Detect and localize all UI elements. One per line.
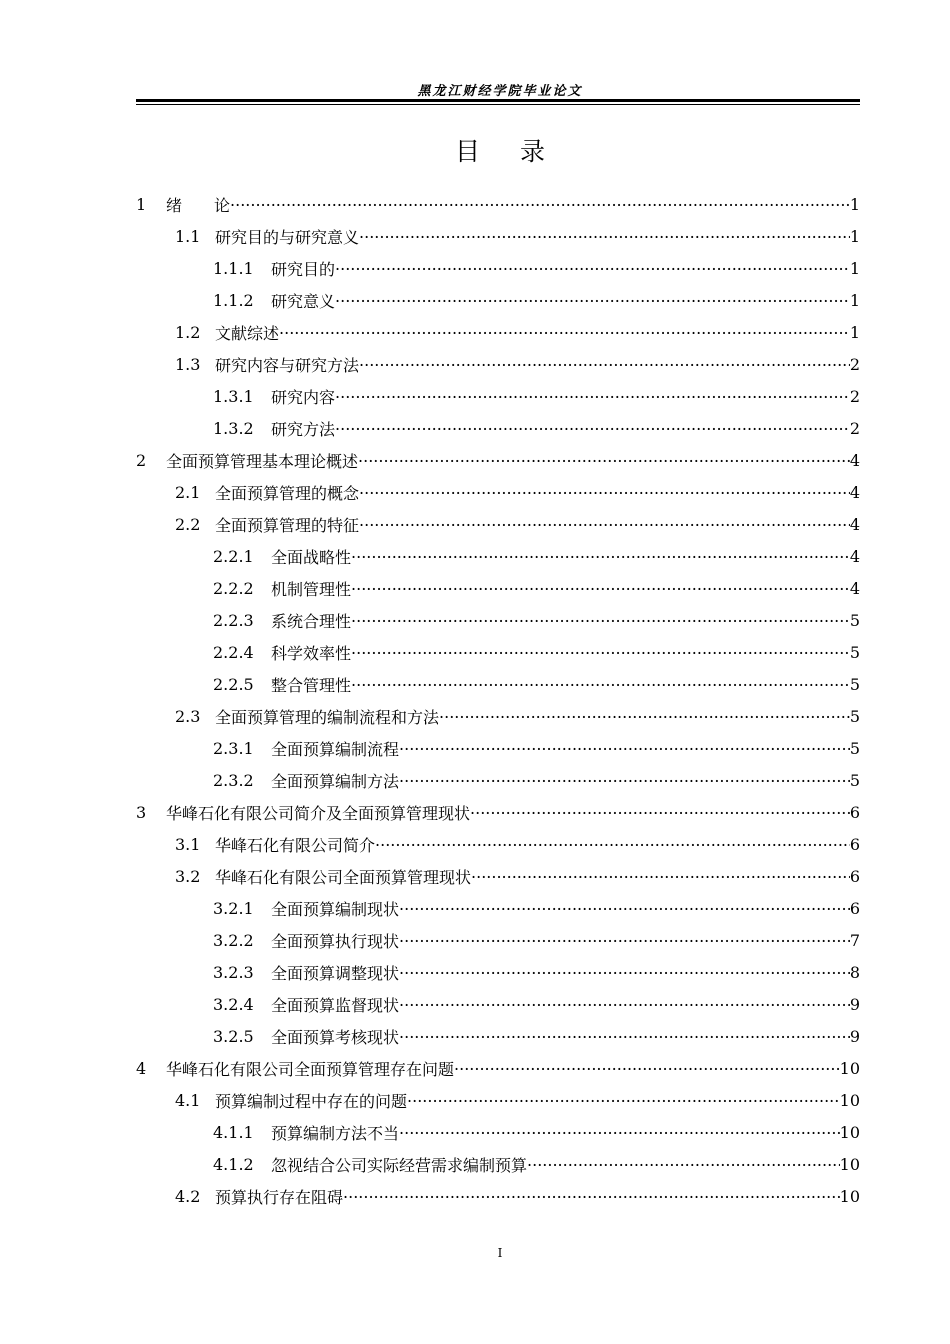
toc-entry[interactable]: [213, 636, 860, 668]
toc-entry-label: 全面预算考核现状: [271, 1027, 400, 1047]
toc-entry[interactable]: [136, 188, 860, 220]
toc-entry-number: 2.2: [175, 514, 201, 534]
toc-entry-page: 2: [849, 386, 860, 406]
toc-entry-number: 3.2: [175, 866, 201, 886]
toc-entry-number: 2.1: [175, 482, 201, 502]
toc-dot-leader: [351, 680, 850, 696]
toc-dot-leader: [351, 584, 850, 600]
toc-entry-number: 3.2.1: [213, 898, 254, 918]
toc-entry-number: 2.2.1: [213, 546, 254, 566]
toc-entry-number: 2.3.2: [213, 770, 254, 790]
toc-entry-page: 2: [849, 418, 860, 438]
toc-entry[interactable]: [213, 1020, 860, 1052]
toc-entry-number: 3.2.5: [213, 1026, 254, 1046]
toc-entry-page: 5: [849, 706, 860, 726]
toc-title-left: 目: [454, 137, 480, 166]
toc-entry-number: 4.1.1: [213, 1122, 254, 1142]
toc-entry-number: 1.3.2: [213, 418, 254, 438]
toc-entry-page: 6: [849, 802, 860, 822]
toc-entry-page: 5: [849, 642, 860, 662]
toc-entry-page: 6: [849, 898, 860, 918]
toc-entry-label: 研究内容: [271, 387, 336, 407]
toc-entry-label: 华峰石化有限公司全面预算管理存在问题: [166, 1059, 455, 1079]
toc-entry-number: 3.2.4: [213, 994, 254, 1014]
toc-entry-number: 1.1: [175, 226, 201, 246]
toc-entry[interactable]: [136, 1052, 860, 1084]
toc-entry[interactable]: [213, 284, 860, 316]
toc-entry-label: 整合管理性: [271, 675, 352, 695]
toc-entry-number: 1.1.1: [213, 258, 254, 278]
toc-entry[interactable]: [213, 412, 860, 444]
toc-dot-leader: [335, 424, 850, 440]
toc-dot-leader: [359, 520, 850, 536]
toc-title: [0, 132, 950, 168]
toc-entry[interactable]: [175, 220, 860, 252]
toc-entry[interactable]: [213, 604, 860, 636]
toc-entry[interactable]: [213, 540, 860, 572]
toc-entry-label: 全面预算编制方法: [271, 771, 400, 791]
toc-entry-page: 6: [849, 866, 860, 886]
toc-dot-leader: [359, 488, 850, 504]
toc-entry-number: 1.2: [175, 322, 201, 342]
toc-entry[interactable]: [175, 828, 860, 860]
toc-dot-leader: [527, 1160, 840, 1176]
toc-entry-page: 9: [849, 1026, 860, 1046]
toc-entry-number: 3: [136, 802, 147, 822]
toc-entry-label: 预算编制方法不当: [271, 1123, 400, 1143]
toc-dot-leader: [279, 328, 850, 344]
toc-entry[interactable]: [136, 796, 860, 828]
toc-entry-page: 1: [849, 226, 860, 246]
toc-entry-page: 10: [839, 1090, 860, 1110]
toc-dot-leader: [399, 744, 850, 760]
toc-title-right: 录: [520, 137, 546, 166]
toc-entry-page: 8: [849, 962, 860, 982]
toc-dot-leader: [399, 904, 850, 920]
toc-entry[interactable]: [136, 444, 860, 476]
toc-dot-leader: [439, 712, 850, 728]
toc-dot-leader: [358, 456, 850, 472]
toc-entry-label: 研究意义: [271, 291, 336, 311]
toc-entry-label: 全面预算编制现状: [271, 899, 400, 919]
toc-entry-page: 5: [849, 610, 860, 630]
toc-entry[interactable]: [175, 700, 860, 732]
toc-entry[interactable]: [213, 924, 860, 956]
toc-entry[interactable]: [175, 1180, 860, 1212]
toc-entry-number: 3.2.2: [213, 930, 254, 950]
toc-entry-number: 2.3.1: [213, 738, 254, 758]
toc-entry-label: 全面预算管理的编制流程和方法: [215, 707, 440, 727]
toc-entry[interactable]: [175, 348, 860, 380]
toc-entry-page: 4: [849, 546, 860, 566]
toc-dot-leader: [375, 840, 850, 856]
toc-entry[interactable]: [213, 988, 860, 1020]
toc-dot-leader: [335, 392, 850, 408]
toc-entry-page: 9: [849, 994, 860, 1014]
toc-dot-leader: [399, 968, 850, 984]
toc-entry-page: 6: [849, 834, 860, 854]
toc-entry-number: 3.1: [175, 834, 201, 854]
toc-entry-label: 研究内容与研究方法: [215, 355, 360, 375]
toc-entry[interactable]: [175, 860, 860, 892]
toc-entry[interactable]: [213, 380, 860, 412]
toc-entry-page: 10: [839, 1122, 860, 1142]
toc-entry[interactable]: [175, 476, 860, 508]
toc-entry-page: 1: [849, 322, 860, 342]
toc-entry-label: 华峰石化有限公司全面预算管理现状: [215, 867, 472, 887]
toc-entry-page: 4: [849, 450, 860, 470]
toc-dot-leader: [471, 872, 850, 888]
toc-entry-label: 全面预算执行现状: [271, 931, 400, 951]
toc-entry-label: 预算编制过程中存在的问题: [215, 1091, 408, 1111]
toc-entry[interactable]: [213, 732, 860, 764]
header-rule-thin: [136, 104, 860, 105]
toc-entry-number: 4.1.2: [213, 1154, 254, 1174]
toc-entry-number: 2.2.2: [213, 578, 254, 598]
toc-entry-label: 全面预算编制流程: [271, 739, 400, 759]
page-number: I: [497, 1246, 503, 1260]
header-rule-thick: [136, 99, 860, 102]
toc-entry-page: 10: [839, 1186, 860, 1206]
toc-dot-leader: [470, 808, 850, 824]
toc-entry-number: 1.3: [175, 354, 201, 374]
toc-entry-label: 忽视结合公司实际经营需求编制预算: [271, 1155, 528, 1175]
toc-entry[interactable]: [213, 1148, 860, 1180]
toc-entry-page: 2: [849, 354, 860, 374]
toc-dot-leader: [399, 936, 850, 952]
toc-entry-label: 全面预算管理的概念: [215, 483, 360, 503]
toc-entry-number: 4.2: [175, 1186, 201, 1206]
toc-entry-label: 全面预算管理的特征: [215, 515, 360, 535]
toc-entry-label: 文献综述: [215, 323, 280, 343]
toc-entry-label: 华峰石化有限公司简介: [215, 835, 376, 855]
toc-entry-page: 10: [839, 1154, 860, 1174]
toc-entry-label: 研究目的: [271, 259, 336, 279]
toc-dot-leader: [335, 264, 850, 280]
toc-entry-label: 全面战略性: [271, 547, 352, 567]
toc-entry[interactable]: [213, 1116, 860, 1148]
toc-dot-leader: [454, 1064, 840, 1080]
toc-dot-leader: [399, 776, 850, 792]
toc-entry-number: 1.1.2: [213, 290, 254, 310]
toc-entry-number: 4: [136, 1058, 147, 1078]
toc-entry-label: 全面预算调整现状: [271, 963, 400, 983]
toc-dot-leader: [399, 1000, 850, 1016]
toc-entry-page: 4: [849, 578, 860, 598]
toc-entry-label: 科学效率性: [271, 643, 352, 663]
toc-entry-label: 华峰石化有限公司简介及全面预算管理现状: [166, 803, 471, 823]
toc-dot-leader: [351, 552, 850, 568]
toc-entry-page: 4: [849, 482, 860, 502]
toc-entry-number: 1: [136, 194, 147, 214]
toc-dot-leader: [399, 1128, 840, 1144]
toc-entry-number: 2: [136, 450, 147, 470]
toc-entry-number: 4.1: [175, 1090, 201, 1110]
toc-entry-page: 5: [849, 738, 860, 758]
toc-dot-leader: [407, 1096, 840, 1112]
toc-entry-number: 3.2.3: [213, 962, 254, 982]
toc-entry[interactable]: [213, 252, 860, 284]
toc-dot-leader: [359, 232, 850, 248]
toc-entry-page: 1: [849, 290, 860, 310]
toc-entry[interactable]: [213, 668, 860, 700]
toc-dot-leader: [351, 616, 850, 632]
toc-entry[interactable]: [213, 892, 860, 924]
toc-entry-label: 机制管理性: [271, 579, 352, 599]
toc-entry-label: 系统合理性: [271, 611, 352, 631]
toc-entry-page: 1: [849, 194, 860, 214]
toc-entry[interactable]: [175, 508, 860, 540]
toc-dot-leader: [335, 296, 850, 312]
toc-entry-number: 2.2.5: [213, 674, 254, 694]
toc-entry-page: 10: [839, 1058, 860, 1078]
toc-dot-leader: [343, 1192, 840, 1208]
toc-entry-label: 预算执行存在阻碍: [215, 1187, 344, 1207]
toc-entry[interactable]: [175, 1084, 860, 1116]
toc-entry-number: 2.2.4: [213, 642, 254, 662]
toc-entry-page: 7: [849, 930, 860, 950]
toc-entry-page: 5: [849, 770, 860, 790]
toc-dot-leader: [359, 360, 850, 376]
toc-entry-label: 研究方法: [271, 419, 336, 439]
toc-entry-number: 2.2.3: [213, 610, 254, 630]
toc-entry[interactable]: [213, 572, 860, 604]
header-title: 黑龙江财经学院毕业论文: [417, 84, 583, 99]
toc-entry[interactable]: [213, 956, 860, 988]
toc-entry-page: 4: [849, 514, 860, 534]
toc-dot-leader: [351, 648, 850, 664]
toc-entry[interactable]: [175, 316, 860, 348]
toc-entry-number: 2.3: [175, 706, 201, 726]
toc-entry[interactable]: [213, 764, 860, 796]
toc-entry-label: 全面预算管理基本理论概述: [166, 451, 359, 471]
toc-entry-label: 研究目的与研究意义: [215, 227, 360, 247]
toc-entry-page: 5: [849, 674, 860, 694]
toc-entry-page: 1: [849, 258, 860, 278]
toc-entry-label: 全面预算监督现状: [271, 995, 400, 1015]
toc-dot-leader: [230, 200, 850, 216]
toc-entry-number: 1.3.1: [213, 386, 254, 406]
toc-dot-leader: [399, 1032, 850, 1048]
toc-entry-label: 绪 论: [166, 195, 231, 215]
